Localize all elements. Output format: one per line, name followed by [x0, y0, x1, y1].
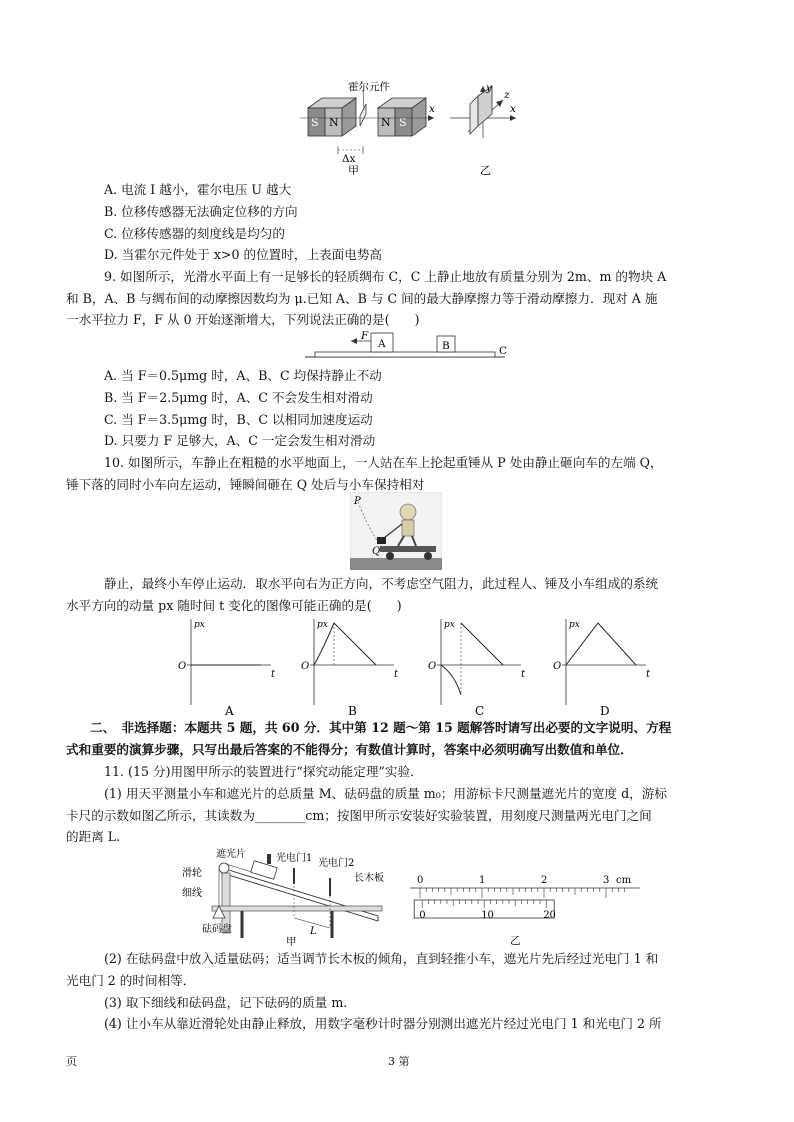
q9-line2: 和 B，A、B 与绸布间的动摩擦因数均为 μ.已知 A、B 与 C 间的最大静摩擦力等于滑动摩擦力．现对 A 施: [66, 291, 658, 306]
origin-label: O: [553, 661, 562, 672]
label-gate1: 光电门1: [276, 853, 313, 864]
q10-line2: 锤下落的同时小车向左运动，锤瞬间砸在 Q 处后与小车保持相对: [66, 477, 425, 492]
q10-line3: 静止，最终小车停止运动．取水平向右为正方向，不考虑空气阻力，此过程人、锤及小车组成的系统: [104, 576, 659, 591]
px-t-graph-d: [550, 617, 660, 717]
force-f-label: F: [361, 330, 369, 342]
x-axis-label: t: [394, 669, 399, 680]
section2-line1: 二、 非选择题：本题共 5 题，共 60 分．其中第 12 题～第 15 题解答时请写出必要的文字说明、方程: [90, 720, 672, 735]
unit-label: cm: [616, 875, 632, 886]
section2-line2: 式和重要的演算步骤，只写出最后答案的不能得分；有数值计算时，答案中必须明确写出数值和单位．: [66, 742, 633, 757]
origin-label: O: [178, 661, 187, 672]
y-axis-label: y: [486, 82, 492, 94]
fig-caption-yi: 乙: [480, 164, 491, 175]
graph-letter: B: [348, 704, 357, 717]
magnet-left: [308, 98, 356, 136]
vernier-label: 0: [419, 910, 426, 921]
q11-p3: (3) 取下细线和砝码盘，记下砝码的质量 m.: [104, 995, 348, 1010]
origin-label: O: [428, 661, 437, 672]
main-scale-label: 0: [417, 875, 424, 886]
q11-p4: (4) 让小车从靠近滑轮处由静止释放，用数字毫秒计时器分别测出遮光片经过光电门 1 和光电门 2 所: [104, 1016, 662, 1031]
footer-left: 页: [66, 1055, 77, 1068]
q11-p1-line1: (1) 用天平测量小车和遮光片的总质量 M、砝码盘的质量 m₀；用游标卡尺测量遮光片的宽度 d，游标: [104, 786, 667, 801]
vernier-caliper-figure: [410, 870, 640, 950]
px-t-graph-b: [298, 617, 408, 717]
x-axis-label-2: x: [510, 103, 516, 115]
footer-page-number: 3 第: [388, 1055, 410, 1068]
q11-p1-line3: 的距离 L.: [66, 829, 121, 844]
block-b-label: B: [442, 340, 450, 352]
q9-option-c: C. 当 F＝3.5μmg 时，B、C 以相同加速度运动: [104, 412, 373, 427]
x-axis-label: x: [429, 103, 435, 115]
x-axis-label: t: [646, 669, 651, 680]
q9-line3: 一水平拉力 F，F 从 0 开始逐渐增大，下列说法正确的是( ): [66, 312, 420, 327]
origin-label: O: [301, 661, 310, 672]
q11-p2-line2: 光电门 2 的时间相等．: [66, 973, 196, 988]
q9-option-b: B. 当 F＝2.5μmg 时，A、C 不会发生相对滑动: [104, 390, 373, 405]
label-famapan: 砝码盘: [202, 924, 232, 935]
y-axis-label: px: [444, 620, 455, 630]
label-gate2: 光电门2: [318, 858, 355, 869]
label-zheguangpian: 遮光片: [216, 849, 246, 860]
graph-letter: D: [600, 704, 610, 717]
y-axis-label: px: [317, 620, 328, 630]
block-a-label: A: [378, 338, 386, 350]
graph-curve: [441, 623, 503, 695]
fig-caption-jia-2: 甲: [286, 936, 297, 946]
hall-element-figure: [300, 80, 540, 175]
main-scale-label: 1: [479, 875, 486, 886]
q11-apparatus-figure: [182, 846, 392, 946]
point-q-label: Q: [372, 546, 381, 557]
y-axis-label: px: [569, 620, 580, 630]
px-t-graph-c: [425, 617, 535, 717]
graph-letter: C: [475, 704, 485, 717]
label-xixian: 细线: [182, 888, 202, 899]
label-muban: 长木板: [354, 873, 384, 884]
q10-picture: [350, 492, 442, 570]
fig-caption-yi-2: 乙: [510, 935, 521, 947]
main-scale-label: 2: [541, 875, 548, 886]
q10-line1: 10. 如图所示，车静止在粗糙的水平地面上，一人站在车上抡起重锤从 P 处由静止砸向车的左端 Q，: [104, 455, 663, 470]
q9-line1: 9. 如图所示，光滑水平面上有一足够长的轻质绸布 C，C 上静止地放有质量分别为 2m、m 的物块 A: [104, 269, 667, 284]
svg-text:S: S: [399, 116, 407, 129]
x-axis-label: t: [521, 669, 526, 680]
x-axis-label: t: [271, 669, 276, 680]
q11-intro: 11. (15 分)用图甲所示的装置进行“探究动能定理”实验．: [104, 764, 423, 779]
q8-option-d: D. 当霍尔元件处于 x>0 的位置时，上表面电势高: [104, 247, 383, 262]
fig-caption-jia: 甲: [348, 164, 359, 175]
q11-p2-line1: (2) 在砝码盘中放入适量砝码；适当调节长木板的倾角，直到轻推小车，遮光片先后经过光电门 1 和: [104, 951, 659, 966]
label-hualun: 滑轮: [182, 868, 202, 879]
svg-text:N: N: [329, 116, 339, 129]
svg-text:N: N: [381, 116, 391, 129]
hall-coordinate-figure: [450, 82, 516, 175]
cloth-c-label: C: [499, 345, 508, 357]
q8-option-c: C. 位移传感器的刻度线是均匀的: [104, 226, 285, 241]
magnet-right: [378, 98, 426, 136]
graph-letter: A: [225, 704, 234, 717]
q9-figure: [305, 328, 515, 360]
q8-option-a: A. 电流 I 越小，霍尔电压 U 越大: [104, 182, 292, 197]
q8-option-b: B. 位移传感器无法确定位移的方向: [104, 204, 298, 219]
q10-line4: 水平方向的动量 px 随时间 t 变化的图像可能正确的是( ): [66, 598, 402, 613]
point-p-label: P: [354, 496, 361, 507]
vernier-label: 10: [481, 910, 494, 921]
y-axis-label: px: [194, 620, 205, 630]
dx-label: Δx: [342, 153, 356, 165]
hall-label: 霍尔元件: [348, 81, 390, 93]
q9-option-d: D. 只要力 F 足够大，A、C 一定会发生相对滑动: [104, 433, 376, 448]
main-scale-label: 3: [603, 875, 610, 886]
vernier-label: 20: [543, 910, 556, 921]
svg-text:S: S: [311, 116, 319, 129]
q11-p1-line2: 卡尺的示数如图乙所示，其读数为________cm；按图甲所示安装好实验装置，用刻度尺测量两光电门之间: [66, 808, 652, 823]
px-t-graph-a: [175, 617, 285, 717]
q9-option-a: A. 当 F＝0.5μmg 时，A、B、C 均保持静止不动: [104, 368, 382, 383]
label-l: L: [310, 926, 317, 937]
z-axis-label: z: [504, 89, 510, 101]
